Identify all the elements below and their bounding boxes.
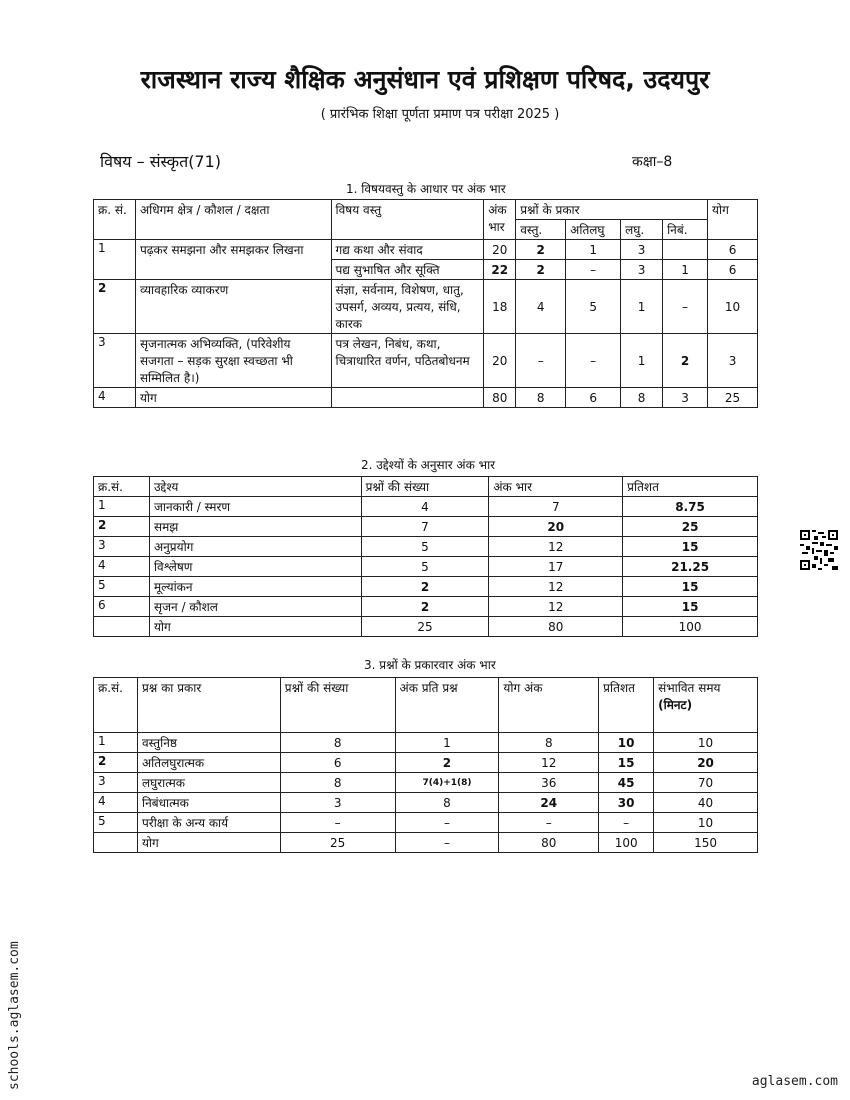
col-total-marks: योग अंक — [499, 678, 599, 733]
cell-total: 25 — [708, 388, 758, 408]
cell-percent: 10 — [599, 733, 654, 753]
cell-very-short: 1 — [566, 240, 621, 260]
cell-marks: 12 — [489, 577, 623, 597]
cell-total: 10 — [708, 280, 758, 334]
cell-total: 36 — [499, 773, 599, 793]
cell-time: 10 — [654, 733, 758, 753]
col-objective: वस्तु. — [516, 220, 566, 240]
cell-very-short: 5 — [566, 280, 621, 334]
col-short: लघु. — [621, 220, 663, 240]
cell-percent: 21.25 — [623, 557, 758, 577]
cell-count: 2 — [361, 577, 489, 597]
col-essay: निबं. — [663, 220, 708, 240]
content-weightage-table — [93, 199, 758, 408]
col-marks-per-question: अंक प्रति प्रश्न — [395, 678, 499, 733]
cell-time: 150 — [654, 833, 758, 853]
cell-very-short: – — [566, 260, 621, 280]
cell-marks: 12 — [489, 597, 623, 617]
cell-content: पद्य सुभाषित और सूक्ति — [331, 260, 484, 280]
col-question-types: प्रश्नों के प्रकार — [516, 200, 708, 220]
cell-count: 8 — [280, 773, 395, 793]
cell-sn: 2 — [94, 753, 138, 773]
cell-short: 8 — [621, 388, 663, 408]
time-unit-label: (मिनट) — [658, 698, 693, 712]
cell-total: 3 — [708, 334, 758, 388]
cell-essay: 1 — [663, 260, 708, 280]
table-header-row — [94, 200, 758, 220]
cell-total: – — [499, 813, 599, 833]
cell-area: सृजनात्मक अभिव्यक्ति, (परिवेशीय सजगता – सड़क सुरक्षा स्वच्छता भी सम्मिलित है।) — [135, 334, 331, 388]
cell-objective: समझ — [149, 517, 361, 537]
cell-sn: 5 — [94, 813, 138, 833]
cell-objective: सृजन / कौशल — [149, 597, 361, 617]
cell-per: 8 — [395, 793, 499, 813]
cell-percent: 15 — [623, 577, 758, 597]
cell-sn: 3 — [94, 537, 150, 557]
table3-caption: 3. प्रश्नों के प्रकारवार अंक भार — [364, 658, 496, 672]
cell-sn: 4 — [94, 557, 150, 577]
cell-per: – — [395, 813, 499, 833]
cell-total: 80 — [499, 833, 599, 853]
cell-count: 3 — [280, 793, 395, 813]
cell-sn: 1 — [94, 733, 138, 753]
question-type-weightage-table — [93, 677, 758, 853]
cell-count: 7 — [361, 517, 489, 537]
cell-total: 12 — [499, 753, 599, 773]
cell-time: 20 — [654, 753, 758, 773]
table-row — [94, 537, 758, 557]
cell-objective: 2 — [516, 260, 566, 280]
cell-sn — [94, 833, 138, 853]
table-header-row — [94, 678, 758, 733]
cell-area: व्यावहारिक व्याकरण — [135, 280, 331, 334]
time-label: संभावित समय — [658, 681, 721, 695]
cell-area: पढ़कर समझना और समझकर लिखना — [135, 240, 331, 280]
cell-count: 25 — [280, 833, 395, 853]
qr-code-icon[interactable] — [800, 530, 838, 570]
cell-short: 3 — [621, 240, 663, 260]
cell-count: 6 — [280, 753, 395, 773]
exam-subtitle: ( प्रारंभिक शिक्षा पूर्णता प्रमाण पत्र परीक्षा 2025 ) — [320, 107, 560, 122]
cell-sn: 4 — [94, 793, 138, 813]
cell-marks: 22 — [484, 260, 516, 280]
cell-sn: 3 — [94, 773, 138, 793]
cell-count: 5 — [361, 557, 489, 577]
cell-marks: 17 — [489, 557, 623, 577]
col-content: विषय वस्तु — [331, 200, 484, 240]
col-sn: क्र.सं. — [94, 477, 150, 497]
table-header-row — [94, 477, 758, 497]
cell-sn: 1 — [94, 240, 136, 280]
col-sn: क्र. सं. — [94, 200, 136, 240]
col-marks: अंक भार — [484, 200, 516, 240]
footer-watermark: aglasem.com — [751, 1074, 838, 1089]
col-area: अधिगम क्षेत्र / कौशल / दक्षता — [135, 200, 331, 240]
cell-short: 1 — [621, 334, 663, 388]
cell-percent: 100 — [599, 833, 654, 853]
table-row — [94, 334, 758, 388]
cell-type: अतिलघुरात्मक — [137, 753, 280, 773]
cell-count: – — [280, 813, 395, 833]
cell-marks: 20 — [489, 517, 623, 537]
cell-percent: 15 — [623, 537, 758, 557]
cell-content: गद्य कथा और संवाद — [331, 240, 484, 260]
page-title: राजस्थान राज्य शैक्षिक अनुसंधान एवं प्रशिक्षण परिषद, उदयपुर — [140, 65, 710, 94]
cell-objective: जानकारी / स्मरण — [149, 497, 361, 517]
table-row — [94, 280, 758, 334]
cell-sn: 6 — [94, 597, 150, 617]
cell-marks: 20 — [484, 240, 516, 260]
cell-time: 40 — [654, 793, 758, 813]
table-row — [94, 753, 758, 773]
cell-marks: 20 — [484, 334, 516, 388]
cell-content: पत्र लेखन, निबंध, कथा, चित्राधारित वर्णन, पठितबोधनम — [331, 334, 484, 388]
cell-total: 8 — [499, 733, 599, 753]
cell-percent: 30 — [599, 793, 654, 813]
cell-objective: मूल्यांकन — [149, 577, 361, 597]
cell-total: 6 — [708, 240, 758, 260]
col-sn: क्र.सं. — [94, 678, 138, 733]
col-question-count: प्रश्नों की संख्या — [361, 477, 489, 497]
cell-type: लघुरात्मक — [137, 773, 280, 793]
cell-percent: – — [599, 813, 654, 833]
cell-very-short: 6 — [566, 388, 621, 408]
cell-content — [331, 388, 484, 408]
cell-total: 6 — [708, 260, 758, 280]
cell-percent: 15 — [623, 597, 758, 617]
cell-total: 24 — [499, 793, 599, 813]
cell-objective: – — [516, 334, 566, 388]
cell-percent: 45 — [599, 773, 654, 793]
cell-marks: 18 — [484, 280, 516, 334]
table-total-row — [94, 617, 758, 637]
cell-sn — [94, 617, 150, 637]
cell-percent: 25 — [623, 517, 758, 537]
cell-content: संज्ञा, सर्वनाम, विशेषण, धातु, उपसर्ग, अव्यय, प्रत्यय, संधि, कारक — [331, 280, 484, 334]
cell-short: 1 — [621, 280, 663, 334]
cell-time: 70 — [654, 773, 758, 793]
cell-time: 10 — [654, 813, 758, 833]
cell-per: 2 — [395, 753, 499, 773]
cell-percent: 8.75 — [623, 497, 758, 517]
table-row — [94, 793, 758, 813]
cell-type: योग — [137, 833, 280, 853]
cell-sn: 2 — [94, 517, 150, 537]
table-row — [94, 577, 758, 597]
table-row — [94, 597, 758, 617]
table-row — [94, 240, 758, 260]
cell-marks: 80 — [484, 388, 516, 408]
col-marks: अंक भार — [489, 477, 623, 497]
table1-caption: 1. विषयवस्तु के आधार पर अंक भार — [346, 182, 506, 196]
cell-essay: – — [663, 280, 708, 334]
cell-area: योग — [135, 388, 331, 408]
table-row — [94, 773, 758, 793]
cell-essay: 2 — [663, 334, 708, 388]
cell-type: वस्तुनिष्ठ — [137, 733, 280, 753]
cell-type: परीक्षा के अन्य कार्य — [137, 813, 280, 833]
cell-objective: विश्लेषण — [149, 557, 361, 577]
col-time — [654, 678, 758, 733]
table-row — [94, 813, 758, 833]
cell-objective: अनुप्रयोग — [149, 537, 361, 557]
table-total-row — [94, 388, 758, 408]
cell-very-short: – — [566, 334, 621, 388]
cell-essay: 3 — [663, 388, 708, 408]
cell-percent: 100 — [623, 617, 758, 637]
table2-caption: 2. उद्देश्यों के अनुसार अंक भार — [361, 458, 496, 472]
cell-sn: 2 — [94, 280, 136, 334]
col-percent: प्रतिशत — [623, 477, 758, 497]
cell-sn: 1 — [94, 497, 150, 517]
table-row — [94, 517, 758, 537]
class-label: कक्षा–8 — [632, 154, 673, 170]
cell-count: 2 — [361, 597, 489, 617]
cell-count: 8 — [280, 733, 395, 753]
cell-objective: 2 — [516, 240, 566, 260]
cell-sn: 4 — [94, 388, 136, 408]
cell-sn: 3 — [94, 334, 136, 388]
col-very-short: अतिलघु — [566, 220, 621, 240]
table-total-row — [94, 833, 758, 853]
cell-count: 25 — [361, 617, 489, 637]
col-question-count: प्रश्नों की संख्या — [280, 678, 395, 733]
cell-per: 1 — [395, 733, 499, 753]
table-row — [94, 733, 758, 753]
cell-count: 4 — [361, 497, 489, 517]
objective-weightage-table — [93, 476, 758, 637]
cell-marks: 7 — [489, 497, 623, 517]
cell-objective: 4 — [516, 280, 566, 334]
table-row — [94, 557, 758, 577]
cell-marks: 80 — [489, 617, 623, 637]
table-row — [94, 497, 758, 517]
cell-objective: 8 — [516, 388, 566, 408]
subject-label: विषय – संस्कृत(71) — [100, 152, 222, 171]
cell-short: 3 — [621, 260, 663, 280]
col-objective: उद्देश्य — [149, 477, 361, 497]
col-percent: प्रतिशत — [599, 678, 654, 733]
col-total: योग — [708, 200, 758, 240]
cell-marks: 12 — [489, 537, 623, 557]
cell-percent: 15 — [599, 753, 654, 773]
cell-objective: योग — [149, 617, 361, 637]
side-watermark: schools.aglasem.com — [7, 941, 22, 1090]
cell-sn: 5 — [94, 577, 150, 597]
cell-count: 5 — [361, 537, 489, 557]
cell-per: – — [395, 833, 499, 853]
cell-essay — [663, 240, 708, 260]
cell-type: निबंधात्मक — [137, 793, 280, 813]
col-question-type: प्रश्न का प्रकार — [137, 678, 280, 733]
cell-per: 7(4)+1(8) — [395, 773, 499, 793]
